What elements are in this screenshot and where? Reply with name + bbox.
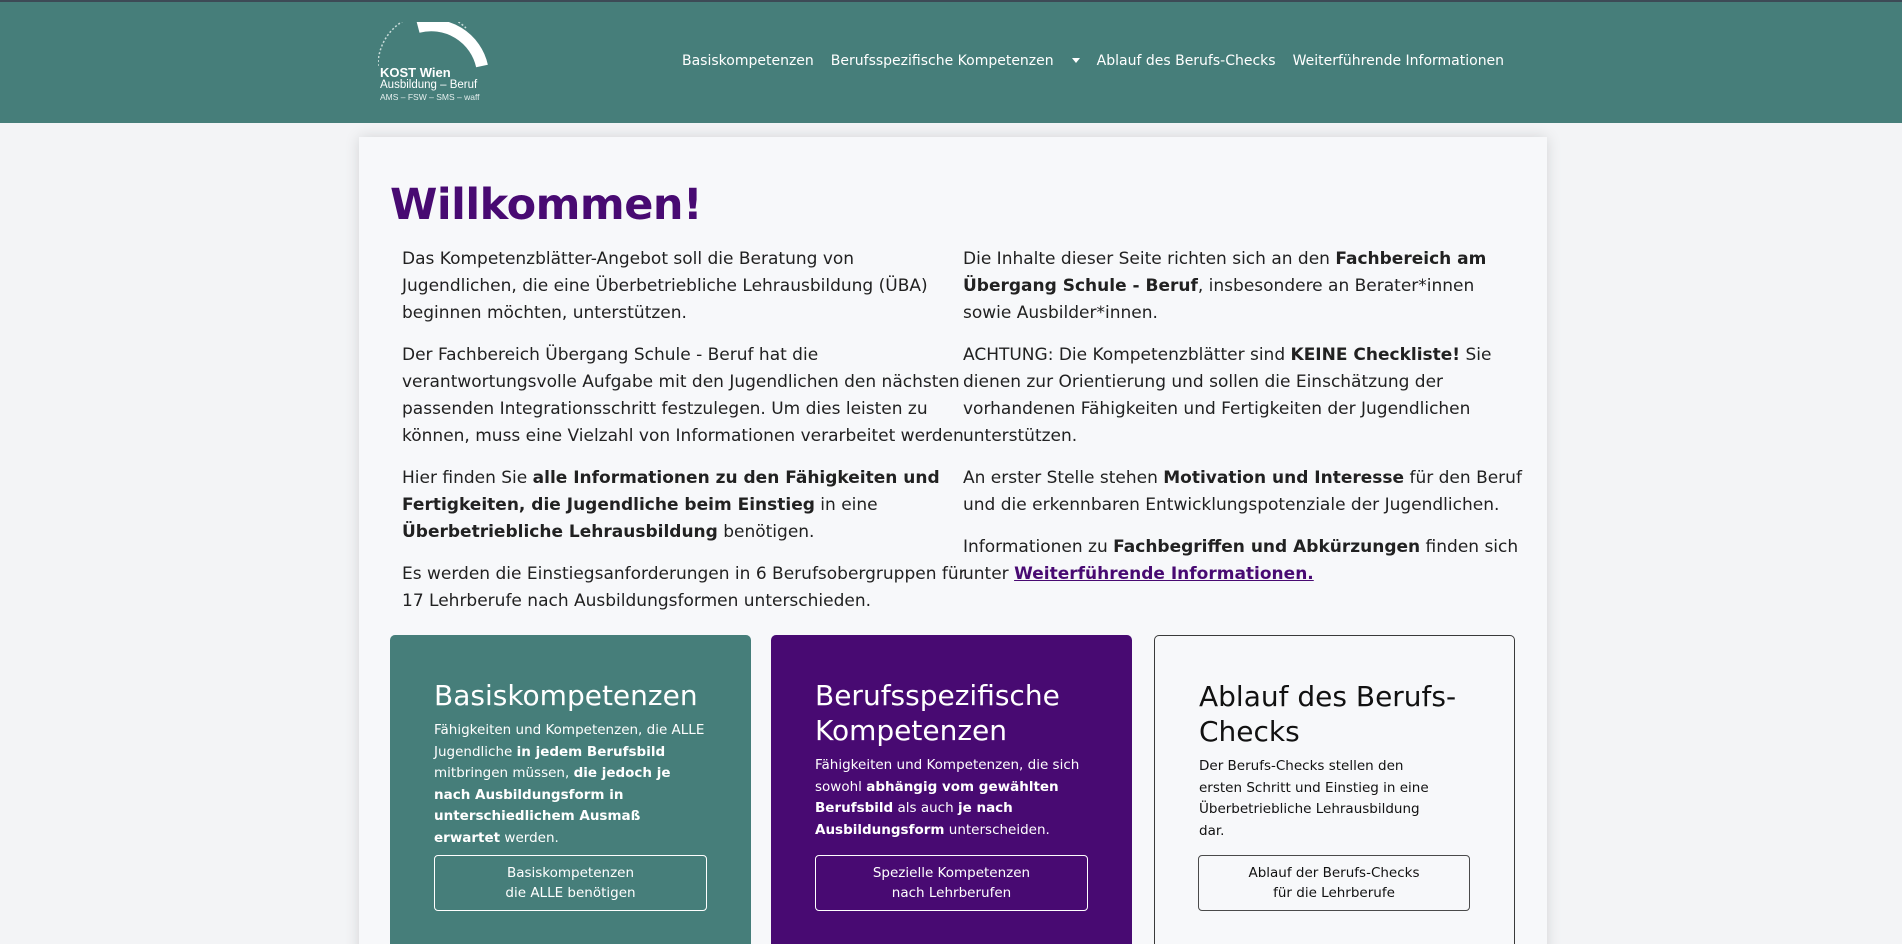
paragraph-text: benötigen. <box>717 522 815 542</box>
spezielle-kompetenzen-button[interactable] <box>815 855 1088 911</box>
nav-ablauf-berufs-check[interactable]: Ablauf des Berufs-Checks <box>1096 53 1276 69</box>
intro-left-column <box>402 246 974 630</box>
nav-weiterfuehrende-informationen[interactable]: Weiterführende Informationen <box>1292 53 1505 69</box>
nav-basiskompetenzen[interactable]: Basiskompetenzen <box>682 53 814 69</box>
paragraph-text: Sie dienen zur Orientierung und sollen die Einschätzung der vorhandenen Fähigkeiten und Fertigkeiten der Jugendlichen unterstützen. <box>963 345 1492 446</box>
chevron-down-icon[interactable] <box>1072 58 1080 63</box>
button-label-line: für die Lehrberufe <box>1273 885 1395 901</box>
card-text <box>1199 756 1449 842</box>
button-label-line: nach Lehrberufen <box>891 885 1012 901</box>
card-title: Basiskompetenzen <box>434 679 698 712</box>
card-text-part: Fähigkeiten und Kompetenzen, die ALLE Jugendliche <box>434 722 705 760</box>
paragraph-text: , insbesondere an Berater*innen sowie Ausbilder*innen. <box>963 276 1475 323</box>
paragraph-bold: alle Informationen zu den Fähigkeiten und Fertigkeiten, die Jugendliche beim Einstieg <box>402 468 940 515</box>
card-text-part: Fähigkeiten und Kompetenzen, die sich sowohl <box>815 757 1080 795</box>
page-title: Willkommen! <box>390 180 703 230</box>
paragraph-text: Der Fachbereich Übergang Schule - Beruf hat die verantwortungsvolle Aufgabe mit den Jugendlichen den nächsten passenden Integrationsschritt festzulegen. Um dies leisten zu können, muss eine Vielzahl von Informationen verarbeitet werden. <box>402 345 970 446</box>
button-label-line: die ALLE benötigen <box>505 885 636 901</box>
intro-paragraph <box>402 342 974 450</box>
paragraph-bold: Fachbegriffen und Abkürzungen <box>1113 537 1421 557</box>
intro-paragraph <box>963 465 1523 519</box>
paragraph-text: Das Kompetenzblätter-Angebot soll die Beratung von Jugendlichen, die eine Überbetriebliche Lehrausbildung (ÜBA) beginnen möchten, unterstützen. <box>402 249 928 323</box>
paragraph-text: Hier finden Sie <box>402 468 533 488</box>
nav-berufsspezifische-kompetenzen[interactable] <box>831 53 1080 69</box>
paragraph-text: in eine <box>814 495 878 515</box>
card-text-part: Der Berufs-Checks stellen den ersten Schritt und Einstieg in eine Überbetriebliche Lehrausbildung dar. <box>1199 758 1429 839</box>
intro-paragraph <box>963 342 1523 450</box>
weiterfuehrende-informationen-link[interactable]: Weiterführende Informationen. <box>1014 564 1314 584</box>
basiskompetenzen-button[interactable] <box>434 855 707 911</box>
logo-subtitle: Ausbildung – Beruf <box>380 79 478 91</box>
intro-paragraph <box>402 465 974 546</box>
card-text-part: werden. <box>500 829 559 846</box>
card-text-bold: je nach Ausbildungsform <box>815 800 1013 838</box>
paragraph-bold: KEINE Checkliste! <box>1290 345 1461 365</box>
nav-berufsspezifische-label: Berufsspezifische Kompetenzen <box>830 53 1054 69</box>
logo-organisations: AMS – FSW – SMS – waff <box>380 92 480 102</box>
kost-wien-logo[interactable] <box>378 22 488 104</box>
ablauf-berufs-checks-button[interactable] <box>1198 855 1470 911</box>
paragraph-bold: Fachbereich am Übergang Schule - Beruf <box>963 249 1487 296</box>
card-text-part: als auch <box>893 800 958 816</box>
paragraph-text: für den Beruf und die erkennbaren Entwicklungspotenziale der Jugendlichen. <box>963 468 1522 515</box>
card-text-bold: in jedem Berufsbild <box>516 743 666 760</box>
paragraph-text: finden sich unter <box>963 537 1519 584</box>
paragraph-bold: Motivation und Interesse <box>1163 468 1405 488</box>
paragraph-text: Die Inhalte dieser Seite richten sich an den <box>963 249 1336 269</box>
site-header <box>0 0 1902 123</box>
main-navigation <box>682 53 1504 69</box>
paragraph-bold: Überbetriebliche Lehrausbildung <box>402 522 718 542</box>
paragraph-text: Es werden die Einstiegsanforderungen in 6 Berufsobergruppen für 17 Lehrberufe nach Ausbildungsformen unterschieden. <box>402 564 966 611</box>
intro-paragraph <box>402 246 974 327</box>
paragraph-text: An erster Stelle stehen <box>963 468 1164 488</box>
button-label-line: Spezielle Kompetenzen <box>872 865 1031 881</box>
card-text-part: unterscheiden. <box>944 821 1050 838</box>
card-basiskompetenzen <box>390 635 751 944</box>
paragraph-text: Informationen zu <box>963 537 1114 557</box>
card-ablauf-berufs-check <box>1154 635 1515 944</box>
intro-paragraph <box>963 534 1523 588</box>
card-text-bold: die jedoch je nach Ausbildungsform in unterschiedlichem Ausmaß erwartet <box>434 765 671 846</box>
intro-right-column <box>963 246 1523 603</box>
card-title: Berufsspezifische Kompetenzen <box>815 679 1060 747</box>
card-text <box>815 755 1090 841</box>
button-label-line: Ablauf der Berufs-Checks <box>1248 865 1420 881</box>
card-text-bold: abhängig vom gewählten Berufsbild <box>815 778 1059 816</box>
intro-paragraph <box>402 561 974 615</box>
card-text <box>434 720 709 849</box>
paragraph-text: ACHTUNG: Die Kompetenzblätter sind <box>963 345 1291 365</box>
card-berufsspezifische-kompetenzen <box>771 635 1132 944</box>
card-title: Ablauf des Berufs-Checks <box>1199 680 1457 748</box>
intro-paragraph <box>963 246 1523 327</box>
logo-title: KOST Wien <box>380 65 451 80</box>
button-label-line: Basiskompetenzen <box>506 865 635 881</box>
card-text-part: mitbringen müssen, <box>434 765 574 781</box>
